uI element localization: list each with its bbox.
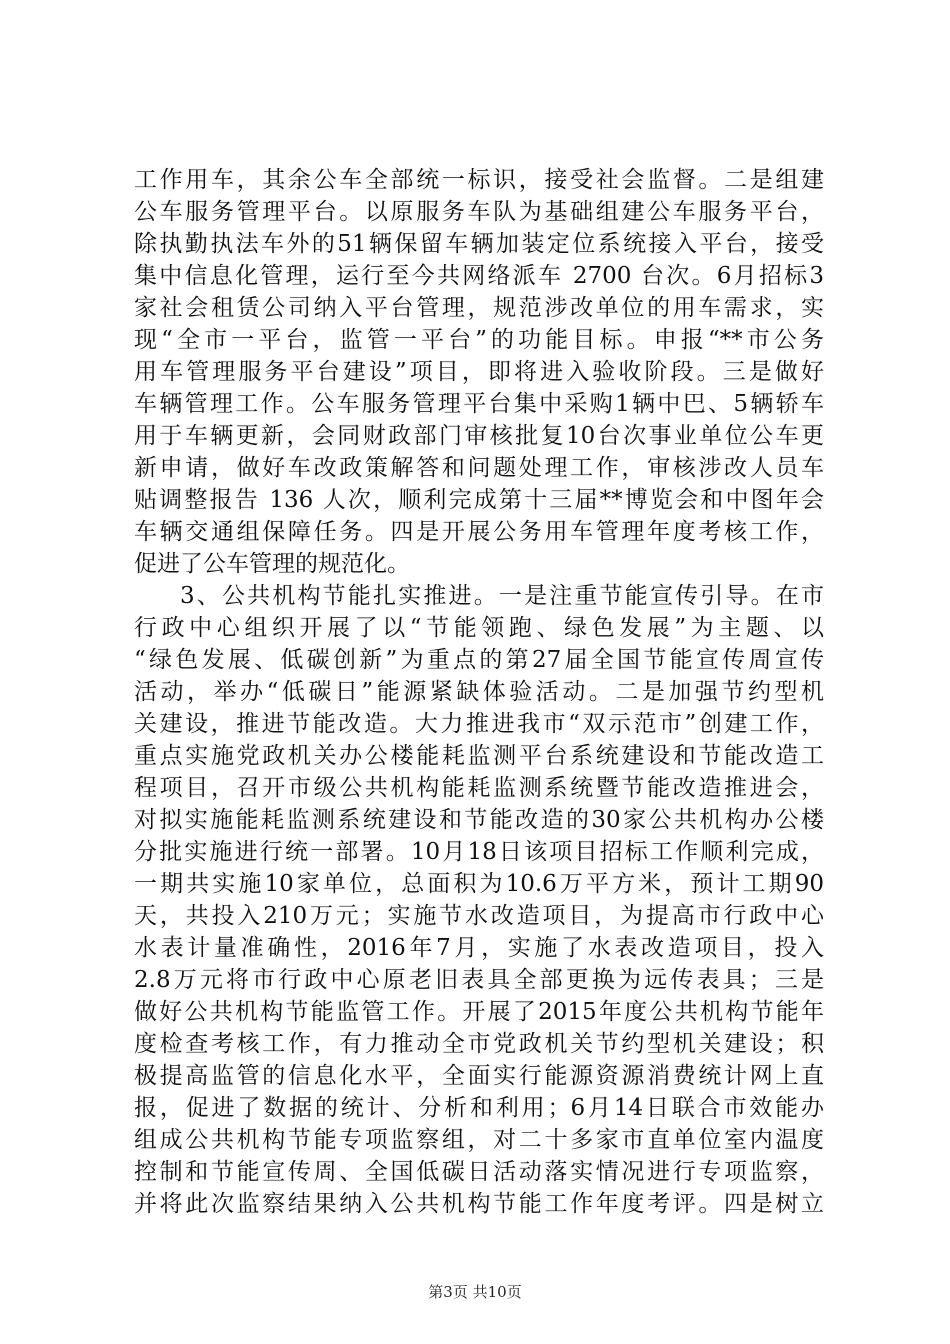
text-line: 新申请，做好车改政策解答和问题处理工作，审核涉改人员车 [134, 455, 824, 481]
page-footer: 第3页 共10页 [428, 1283, 522, 1301]
text-line: 集中信息化管理，运行至今共网络派车 2700 台次。6月招标3 [134, 263, 824, 289]
text-line: 行政中心组织开展了以“节能领跑、绿色发展”为主题、以 [134, 615, 824, 641]
text-line: 车辆管理工作。公车服务管理平台集中采购1辆中巴、5辆轿车 [134, 391, 824, 417]
text-line: 公车服务管理平台。以原服务车队为基础组建公车服务平台， [134, 199, 824, 225]
text-line: 车辆交通组保障任务。四是开展公务用车管理年度考核工作， [134, 519, 824, 545]
text-line: 关建设，推进节能改造。大力推进我市“双示范市”创建工作， [134, 711, 824, 737]
text-line: 2.8万元将市行政中心原老旧表具全部更换为远传表具；三是 [134, 967, 824, 993]
text-line: 对拟实施能耗监测系统建设和节能改造的30家公共机构办公楼 [134, 807, 824, 833]
text-line: 并将此次监察结果纳入公共机构节能工作年度考评。四是树立 [134, 1191, 824, 1217]
text-line: 极提高监管的信息化水平，全面实行能源资源消费统计网上直 [134, 1063, 824, 1089]
text-line: 度检查考核工作，有力推动全市党政机关节约型机关建设；积 [134, 1031, 824, 1057]
text-line: 程项目，召开市级公共机构能耗监测系统暨节能改造推进会， [134, 775, 824, 801]
text-line: 活动，举办“低碳日”能源紧缺体验活动。二是加强节约型机 [134, 679, 824, 705]
text-line: 分批实施进行统一部署。10月18日该项目招标工作顺利完成， [134, 839, 824, 865]
text-line: 促进了公车管理的规范化。 [134, 551, 410, 577]
text-line: 用于车辆更新，会同财政部门审核批复10台次事业单位公车更 [134, 423, 824, 449]
text-line: 除执勤执法车外的51辆保留车辆加装定位系统接入平台，接受 [134, 231, 824, 257]
text-line: 做好公共机构节能监管工作。开展了2015年度公共机构节能年 [134, 999, 824, 1025]
text-line: 重点实施党政机关办公楼能耗监测平台系统建设和节能改造工 [134, 743, 824, 769]
text-line: 家社会租赁公司纳入平台管理，规范涉改单位的用车需求，实 [134, 295, 824, 321]
text-line: 组成公共机构节能专项监察组，对二十多家市直单位室内温度 [134, 1127, 824, 1153]
text-line: 报，促进了数据的统计、分析和利用；6月14日联合市效能办 [134, 1095, 824, 1121]
text-line: 工作用车，其余公车全部统一标识，接受社会监督。二是组建 [134, 167, 824, 193]
text-line: “绿色发展、低碳创新”为重点的第27届全国节能宣传周宣传 [134, 647, 824, 673]
paragraph-start-line: 3、公共机构节能扎实推进。一是注重节能宣传引导。在市 [180, 583, 824, 609]
text-line: 控制和节能宣传周、全国低碳日活动落实情况进行专项监察， [134, 1159, 824, 1185]
text-line: 现“全市一平台，监管一平台”的功能目标。申报“**市公务 [134, 327, 824, 353]
text-line: 一期共实施10家单位，总面积为10.6万平方米，预计工期90 [134, 871, 824, 897]
text-line: 天，共投入210万元；实施节水改造项目，为提高市行政中心 [134, 903, 824, 929]
text-line: 贴调整报告 136 人次，顺利完成第十三届**博览会和中图年会 [134, 487, 824, 513]
text-line: 水表计量准确性，2016年7月，实施了水表改造项目，投入 [134, 935, 824, 961]
document-body [134, 164, 824, 1220]
text-line: 用车管理服务平台建设”项目，即将进入验收阶段。三是做好 [134, 359, 824, 385]
